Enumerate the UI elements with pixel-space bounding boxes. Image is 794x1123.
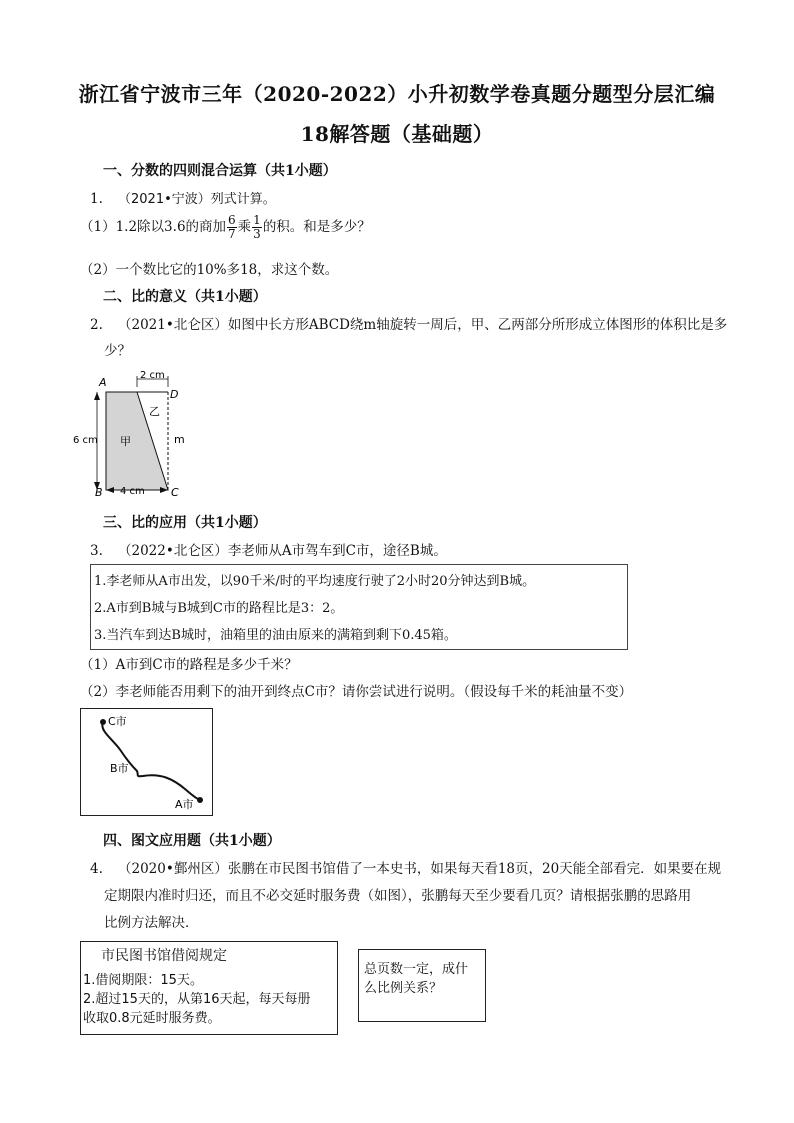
label-yi: 乙: [149, 405, 160, 418]
question-2-line-1: （2021•北仑区）如图中长方形ABCD绕m轴旋转一周后，甲、乙两部分所形成立体图形的体积比是多: [118, 317, 728, 333]
label-left-length: 6 cm: [73, 435, 98, 446]
library-rules-title: 市民图书馆借阅规定: [101, 948, 227, 964]
arrow-head: [94, 392, 100, 400]
q3-info-line-3: 3.当汽车到达B城时，油箱里的油由原来的满箱到剩下0.45箱。: [94, 628, 457, 643]
question-3-text: （2022•北仑区）李老师从A市驾车到C市，途径B城。: [118, 543, 447, 559]
q3-info-line-1: 1.李老师从A市出发，以90千米/时的平均速度行驶了2小时20分钟达到B城。: [94, 574, 536, 589]
fraction-numerator: 1: [253, 213, 261, 227]
hint-line-1: 总页数一定，成什: [364, 962, 469, 977]
fraction-denominator: 3: [253, 227, 261, 241]
question-2-line-2: 少？: [104, 343, 131, 359]
route-map: [81, 709, 212, 815]
fraction-denominator: 7: [228, 227, 236, 241]
section-heading-3: 三、比的应用（共1小题）: [103, 515, 267, 531]
page-title: 浙江省宁波市三年（2020-2022）小升初数学卷真题分题型分层汇编: [78, 82, 716, 106]
question-2-number: 2.: [90, 317, 103, 333]
library-rules-line-2: 2.超过15天的，从第16天起，每天每册: [83, 992, 311, 1007]
label-city-c: C市: [108, 715, 127, 728]
question-1-text: （2021•宁波）列式计算。: [118, 192, 276, 207]
section-heading-2: 二、比的意义（共1小题）: [103, 289, 267, 305]
label-bottom-length: 4 cm: [120, 486, 145, 497]
library-rules-line-3: 收取0.8元延时服务费。: [83, 1011, 221, 1026]
hint-box: [358, 949, 486, 1022]
city-c-dot: [100, 719, 106, 725]
fraction-six-sevenths: [227, 214, 237, 241]
q3-info-box: [90, 564, 628, 650]
fraction-one-third: [252, 214, 262, 241]
question-1-number: 1.: [90, 191, 103, 207]
label-city-b: B市: [110, 762, 129, 775]
q1-part1-b: 乘: [237, 219, 252, 235]
label-A: A: [99, 376, 107, 389]
question-3-part-2: （2）李老师能否用剩下的油开到终点C市？请你尝试进行说明。（假设每千米的耗油量不变）: [80, 684, 633, 700]
label-D: D: [170, 388, 179, 401]
section-heading-4: 四、图文应用题（共1小题）: [103, 833, 281, 849]
question-4-line-1: （2020•鄞州区）张鹏在市民图书馆借了一本史书，如果每天看18页，20天能全部看完．如果要在规: [118, 861, 722, 877]
q3-info-line-2: 2.A市到B城与B城到C市的路程比是3：2。: [94, 601, 344, 616]
label-m: m: [174, 433, 185, 446]
hint-line-2: 么比例关系？: [364, 981, 443, 996]
label-jia: 甲: [120, 435, 131, 448]
label-B: B: [95, 486, 103, 499]
page-subtitle: 18解答题（基础题）: [300, 122, 494, 146]
question-2: [90, 313, 727, 333]
route-path: [102, 722, 200, 800]
library-rules-box: [80, 941, 338, 1035]
question-3: [90, 539, 447, 559]
library-rules-line-1: 1.借阅期限：15天。: [83, 973, 203, 988]
rectangle-rotation-figure: [68, 365, 198, 500]
label-city-a: A市: [175, 798, 194, 811]
question-4-line-2: 定期限内准时归还，而且不必交延时服务费（如图），张鹏每天至少要看几页？请根据张鹏的思路用: [104, 888, 692, 904]
question-1-part-2: （2）一个数比它的10%多18，求这个数。: [80, 262, 339, 278]
route-map-box: [80, 708, 213, 816]
question-4-line-3: 比例方法解决．: [104, 915, 199, 931]
city-a-dot: [197, 797, 203, 803]
question-4: [90, 857, 721, 877]
question-1-part-1: [80, 214, 371, 241]
label-top-length: 2 cm: [140, 370, 165, 381]
question-1: [90, 188, 276, 207]
question-3-part-1: （1）A市到C市的路程是多少千米？: [80, 657, 298, 673]
fraction-numerator: 6: [228, 213, 236, 227]
question-4-number: 4.: [90, 861, 103, 877]
q1-part1-a: （1）1.2除以3.6的商加: [80, 219, 227, 235]
section-heading-1: 一、分数的四则混合运算（共1小题）: [103, 163, 337, 179]
question-3-number: 3.: [90, 543, 103, 559]
label-C: C: [171, 486, 179, 499]
q1-part1-c: 的积。和是多少？: [262, 219, 371, 235]
